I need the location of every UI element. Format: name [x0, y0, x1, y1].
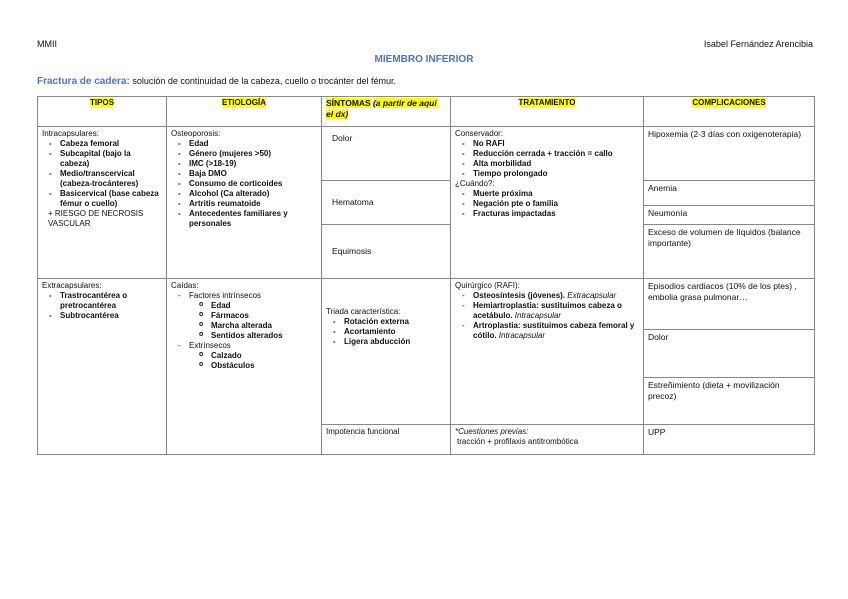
extrinsecos-list: [171, 351, 317, 371]
list-item: o Obstáculos: [171, 361, 317, 371]
sintomas-note: (a partir de aquí el dx): [326, 98, 437, 119]
col-header-complicaciones: COMPLICACIONES: [644, 97, 815, 127]
list-item: o Edad: [171, 301, 317, 311]
triada-title: Triada característica:: [326, 307, 401, 316]
intra-etiologia-list: [171, 139, 317, 229]
cuestiones-text: tracción + profilaxis antitrombótica: [457, 437, 579, 446]
list-item: - Baja DMO: [171, 169, 317, 179]
list-item: - Rotación externa: [326, 317, 446, 327]
intra-tipos-title: Intracapsulares:: [42, 129, 99, 138]
intrinsecos-list: [171, 301, 317, 341]
col-header-tipos: TIPOS: [38, 97, 167, 127]
intra-tipos-list: [42, 139, 162, 209]
extra-tipos-list: [42, 291, 162, 321]
extra-complication-stack: [644, 279, 815, 425]
intro-line: [37, 76, 396, 87]
complication-upp: UPP: [644, 425, 815, 455]
list-item: - Osteosíntesis (jóvenes). Extracapsular: [455, 291, 639, 301]
extrinsecos-item: - Extrínsecos o Calzado o Obstáculos: [171, 341, 317, 371]
list-item: - Cabeza femoral: [42, 139, 162, 149]
list-item: - Reducción cerrada + tracción = callo: [455, 149, 639, 159]
intra-tipos-cell: [38, 127, 167, 279]
symptom-dolor: Dolor: [322, 127, 451, 181]
symptom-hematoma: Hematoma: [322, 181, 451, 225]
intra-trat-when-list: [455, 189, 639, 219]
header-row: [38, 97, 815, 127]
intra-trat-list: [455, 139, 639, 179]
list-item: - Alcohol (Ca alterado): [171, 189, 317, 199]
extra-row-1: [38, 279, 815, 425]
complication-anemia: Anemia: [644, 181, 814, 206]
triada-list: [326, 317, 446, 347]
list-item: o Calzado: [171, 351, 317, 361]
list-item: - Acortamiento: [326, 327, 446, 337]
list-item: - Fracturas impactadas: [455, 209, 639, 219]
list-item: - Alta morbilidad: [455, 159, 639, 169]
intro-text: solución de continuidad de la cabeza, cuello o trocánter del fémur.: [129, 76, 396, 86]
extra-tratamiento-cell: [451, 279, 644, 425]
list-item: - Antecedentes familiares y personales: [171, 209, 317, 229]
extra-etiologia-cell: [167, 279, 322, 455]
extra-etiologia-title: Caídas:: [171, 281, 199, 290]
intra-trat-question: ¿Cuándo?:: [455, 179, 495, 188]
extra-trat-title: Quirúrgico (RAFI):: [455, 281, 520, 290]
extra-tipos-cell: [38, 279, 167, 455]
symptom-equimosis: Equimosis: [322, 225, 451, 279]
complication-neumonia: Neumonía: [648, 208, 688, 218]
col-header-sintomas: SÍNTOMAS (a partir de aquí el dx): [322, 97, 451, 127]
extra-etiologia-list: [171, 291, 317, 371]
list-item: - Basicervical (base cabeza fémur o cuello): [42, 189, 162, 209]
list-item: - Subcapital (bajo la cabeza): [42, 149, 162, 169]
col-header-tratamiento: TRATAMIENTO: [451, 97, 644, 127]
intra-row-1: [38, 127, 815, 181]
list-item: - IMC (>18-19): [171, 159, 317, 169]
cuestiones-cell: [451, 425, 644, 455]
list-item: - Tiempo prolongado: [455, 169, 639, 179]
extra-tipos-title: Extracapsulares:: [42, 281, 102, 290]
intra-etiologia-cell: [167, 127, 322, 279]
hip-fracture-table: [37, 96, 815, 455]
complication-cardiacos: Episodios cardiacos (10% de los ptes) , embolia grasa pulmonar…: [644, 279, 814, 330]
list-item: - Medio/transcervical (cabeza-trocánteres): [42, 169, 162, 189]
list-item: - Artritis reumatoide: [171, 199, 317, 209]
list-item: o Fármacos: [171, 311, 317, 321]
list-item: - Negación pte o familia: [455, 199, 639, 209]
intra-tratamiento-cell: [451, 127, 644, 279]
intra-etiologia-title: Osteoporosis:: [171, 129, 221, 138]
intra-tipos-note: + RIESGO DE NECROSIS VASCULAR: [48, 209, 144, 228]
header-author: Isabel Fernández Arencibia: [703, 39, 813, 49]
complication-volumen: Exceso de volumen de líquidos (balance importante): [644, 225, 815, 279]
list-item: - Hemiartroplastia: sustituimos cabeza o acetábulo. Intracapsular: [455, 301, 639, 321]
list-item: - Trastrocantérea o pretrocantérea: [42, 291, 162, 311]
list-item: - Subtrocantérea: [42, 311, 162, 321]
extra-trat-list: [455, 291, 639, 341]
complication-dolor: Dolor: [644, 330, 814, 378]
intro-lead: Fractura de cadera:: [37, 76, 130, 87]
complication-stack: [644, 181, 815, 225]
symptom-impotencia: Impotencia funcional: [322, 425, 451, 455]
list-item: - Artroplastia: sustituimos cabeza femoral y cótilo. Intracapsular: [455, 321, 639, 341]
complication-estrenimiento: Estreñimiento (dieta + movilización precoz): [648, 380, 780, 401]
list-item: o Marcha alterada: [171, 321, 317, 331]
intrinsecos-item: - Factores intrínsecos o Edad o Fármacos o Marcha alterada o Sentidos alterados: [171, 291, 317, 341]
list-item: - Género (mujeres >50): [171, 149, 317, 159]
cuestiones-label: *Cuestiones previas:: [455, 427, 529, 436]
complication-hipoxemia: Hipoxemia (2-3 días con oxigenoterapia): [644, 127, 815, 181]
list-item: - No RAFI: [455, 139, 639, 149]
list-item: - Consumo de corticoides: [171, 179, 317, 189]
col-header-etiologia: ETIOLOGÍA: [167, 97, 322, 127]
triada-cell: [322, 279, 451, 425]
page-title: MIEMBRO INFERIOR: [374, 54, 474, 65]
intra-trat-title: Conservador:: [455, 129, 504, 138]
list-item: - Muerte próxima: [455, 189, 639, 199]
list-item: - Edad: [171, 139, 317, 149]
list-item: o Sentidos alterados: [171, 331, 317, 341]
list-item: - Ligera abducción: [326, 337, 446, 347]
header-course: MMII: [37, 39, 57, 49]
